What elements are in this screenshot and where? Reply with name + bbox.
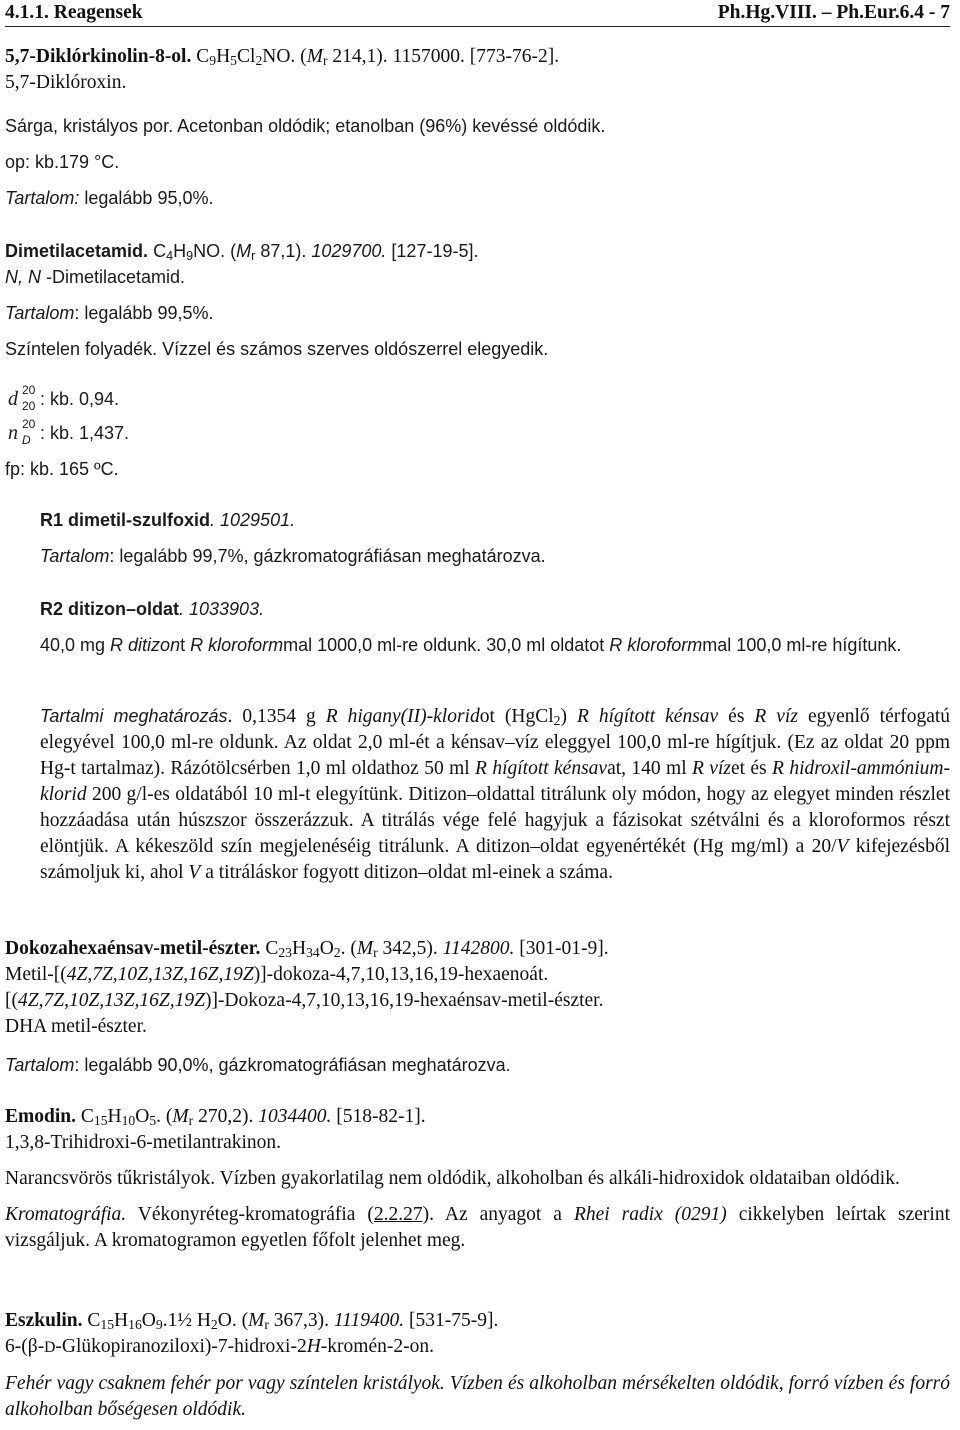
entry-heading: Eszkulin. $C_{15}H_{16}O_9.1\frac{1}{2}$ $H_2O$. ($M_r$ 367,3). 1119400. [531-75-9]. [5, 1310, 499, 1332]
pharmacopoeia-ref: Ph.Hg.VIII. – Ph.Eur.6.4 - 7 [717, 2, 950, 23]
r2-preparation: 40,0 mg R ditizont R kloroformmal 1000,0 ml-re oldunk. 30,0 ml oldatot R kloroformmal 100,0 ml-re hígítunk. [40, 635, 902, 655]
entry-description: Fehér vagy csaknem fehér por vagy színtelen kristályok. Vízben és alkoholban mérsékelten oldódik, forró vízben és forró alkoholban bőségesen oldódik. [5, 1373, 950, 1420]
entry-dimetilacetamid [5, 238, 950, 362]
entry-synonym: 1,3,8-Trihidroxi-6-metilantrakinon. [5, 1132, 282, 1153]
entry-description: Sárga, kristályos por. Acetonban oldódik; etanolban (96%) kevéssé oldódik. [5, 116, 606, 136]
entry-r1 [40, 507, 950, 569]
emodin-chromatography: Kromatográfia. Vékonyréteg-kromatográfia (2.2.27). Az anyagot a Rhei radix (0291) cikkelyben leírtak szerint vizsgáljuk. A kromatogramon egyetlen főfolt jelenhet meg. [5, 1204, 950, 1251]
entry-heading: R2 ditizon–oldat. 1033903. [40, 599, 265, 619]
header-rule [5, 26, 950, 27]
entry-synonym: N, N -Dimetilacetamid. [5, 267, 186, 287]
entry-synonym: Metil-[(4Z,7Z,10Z,13Z,16Z,19Z)]-dokoza-4,7,10,13,16,19-hexaenoát. [5, 964, 549, 985]
r2-assay: Tartalmi meghatározás. 0,1354 g R higany(II)-kloridot (HgCl$_2$) R hígított kénsav és R víz egyenlő térfogatú elegyével 100,0 ml-re oldunk. Az oldat 2,0 ml-ét a kénsav–víz eleggyel 100,0 ml-re hígítjuk. (Ez az oldat 20 ppm Hg-t tartalmaz). Rázótölcsérben 1,0 ml oldathoz 50 ml R hígított kénsavat, 140 ml R vízet és R hidroxil-ammónium-klorid 200 g/l-es oldatából 10 ml-t elegyítünk. Ditizon–oldattal titrálunk oly módon, hogy az elegyet minden részlet hozzáadása után húszszor összerázzuk. A titrálás vége felé hagyjuk a fázisokat szétválni és a kloroformos részt elöntjük. A kékeszöld szín megjelenéséig titrálunk. A ditizon–oldat egyenértékét (Hg mg/ml) a 20/V kifejezésből számoljuk ki, ahol V a titráláskor fogyott ditizon–oldat ml-einek a száma. [40, 706, 951, 883]
entry-r2 [40, 596, 950, 658]
entry-synonym: [(4Z,7Z,10Z,13Z,16Z,19Z)]-Dokoza-4,7,10,13,16,19-hexaénsav-metil-észter. [5, 990, 604, 1011]
entry-emodin [5, 1104, 950, 1254]
entry-synonym: 6-(β-D-Glükopiranoziloxi)-7-hidroxi-2H-kromén-2-on. [5, 1336, 434, 1357]
entry-synonym: 5,7-Diklóroxin. [5, 72, 127, 93]
entry-melting-point: op: kb.179 °C. [5, 152, 120, 172]
boiling-point: fp: kb. 165 ºC. [5, 459, 119, 479]
entry-heading: Dokozahexaénsav-metil-észter. $C_{23}H_{34}O_2$. ($M_r$ 342,5). 1142800. [301-01-9]. [5, 938, 609, 960]
entry-heading: 5,7-Diklórkinolin-8-ol. $C_9H_5Cl_2NO$. ($M_r$ 214,1). 1157000. [773-76-2]. [5, 46, 560, 68]
entry-dma-constants [8, 383, 953, 450]
entry-content: Tartalom: legalább 99,5%. [5, 303, 214, 323]
entry-content: Tartalom: legalább 95,0%. [5, 188, 214, 208]
entry-heading: Dimetilacetamid. $C_4H_9NO$. ($M_r$ 87,1). 1029700. [127-19-5]. [5, 241, 479, 263]
refractive-index: n 20 D : kb. 1,437. [8, 417, 130, 447]
entry-description: Narancsvörös tűkristályok. Vízben gyakorlatilag nem oldódik, alkoholban és alkáli-hidroxidok oldataiban oldódik. [5, 1168, 900, 1189]
entry-dha-methyl-ester [5, 936, 950, 1040]
entry-heading: Emodin. $C_{15}H_{10}O_5$. ($M_r$ 270,2). 1034400. [518-82-1]. [5, 1106, 426, 1128]
page-header [5, 0, 950, 24]
entry-description: Színtelen folyadék. Vízzel és számos szerves oldószerrel elegyedik. [5, 339, 549, 359]
entry-content: Tartalom: legalább 90,0%, gázkromatográfiásan meghatározva. [5, 1055, 511, 1075]
entry-content: Tartalom: legalább 99,7%, gázkromatográfiásan meghatározva. [40, 546, 546, 566]
relative-density: d 20 20 : kb. 0,94. [8, 383, 120, 413]
section-title: 4.1.1. Reagensek [5, 2, 143, 23]
entry-heading: R1 dimetil-szulfoxid. 1029501. [40, 510, 296, 530]
entry-synonym: DHA metil-észter. [5, 1016, 147, 1037]
entry-diklor-body [5, 113, 950, 211]
entry-eszkulin [5, 1308, 950, 1423]
entry-diklorkinolinol [5, 44, 950, 96]
